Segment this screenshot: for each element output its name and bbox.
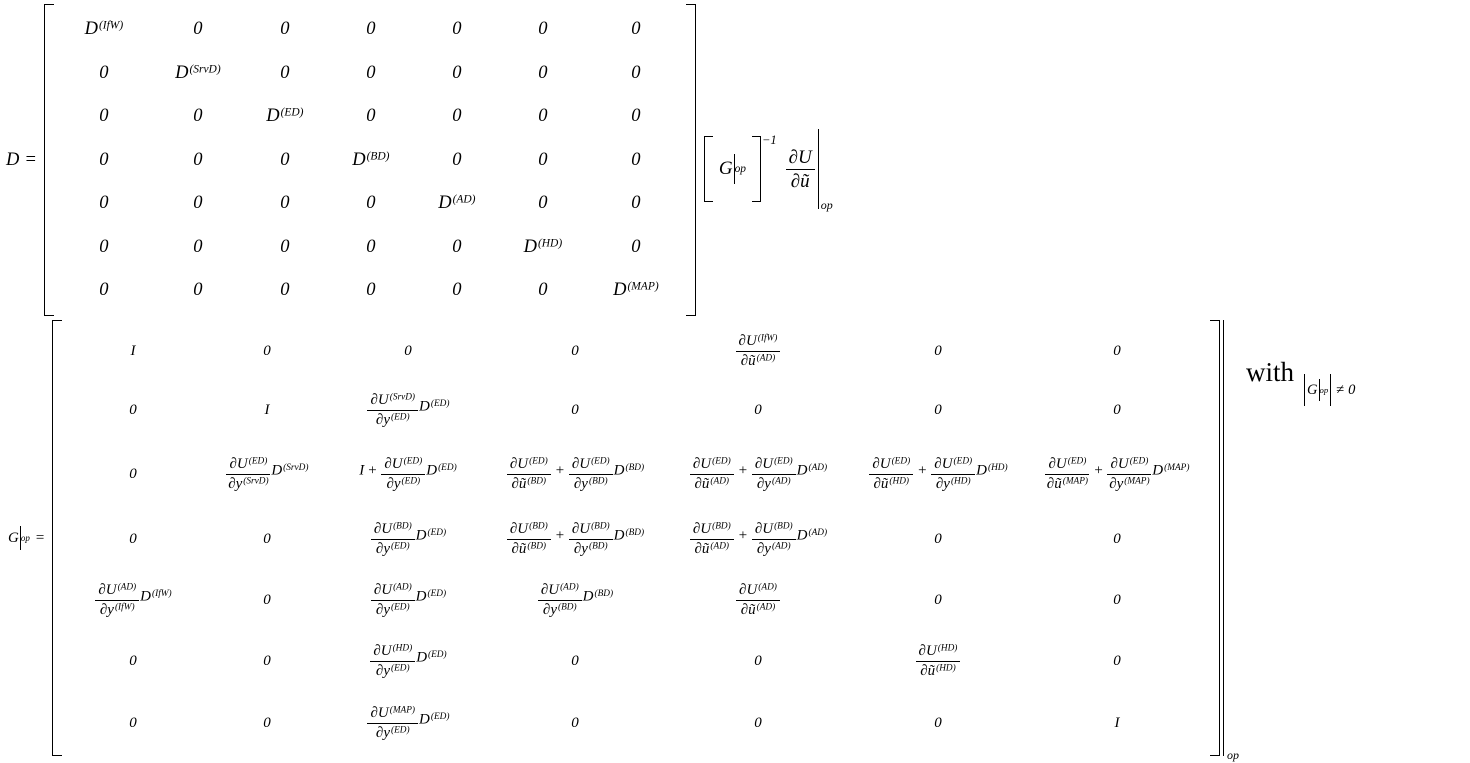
matrix-cell-r3c4: 0 xyxy=(366,106,376,126)
g-jacobian-matrix xyxy=(62,322,1210,754)
matrix-cell-r1c2: 0 xyxy=(263,342,271,359)
matrix-cell-r7c6: 0 xyxy=(934,714,942,731)
matrix-cell-r7c1: 0 xyxy=(129,714,137,731)
matrix-cell-r4c7: 0 xyxy=(1113,530,1121,547)
g-evaluated-at-op xyxy=(713,154,752,183)
matrix-cell-r7c2: 0 xyxy=(193,280,203,300)
matrix2-right-bracket xyxy=(1210,320,1220,756)
matrix-cell-r3c6: $\frac{\partial U(ED)}{\partial ũ(HD)}$ + $\frac{\partial U(ED)}{\partial y(HD)}$ D(HD) xyxy=(852,440,1024,508)
matrix-cell-r2c7: 0 xyxy=(631,62,641,83)
matrix-cell-r5c4: $\frac{\partial U(AD)}{\partial y(BD)}$ D(BD) xyxy=(486,570,664,630)
g-symbol: G xyxy=(1307,381,1318,398)
du-dutilde-derivative xyxy=(785,129,833,212)
eq1-lhs xyxy=(6,150,39,171)
op-subscript: op xyxy=(20,533,30,543)
matrix-cell-r4c5: 0 xyxy=(452,149,462,170)
matrix-evaluation-bar xyxy=(1223,320,1239,762)
matrix-cell-r4c3: 0 xyxy=(280,149,290,170)
g-symbol: G xyxy=(8,529,19,546)
matrix-cell-r2c4: 0 xyxy=(366,62,376,83)
matrix-cell-r1c5: 0 xyxy=(452,19,462,39)
matrix-cell-r2c7: 0 xyxy=(1113,401,1121,418)
matrix-cell-r7c4: 0 xyxy=(571,714,579,731)
derivative-evaluation-bar xyxy=(818,129,833,212)
eq1-equals-sign: = xyxy=(24,149,37,170)
fraction-denominator: ∂ũ xyxy=(790,171,810,192)
eq2-lhs xyxy=(8,526,47,549)
matrix-cell-r6c7: 0 xyxy=(1113,652,1121,669)
matrix-cell-r4c4: $\frac{\partial U(BD)}{\partial ũ(BD)}$ + $\frac{\partial U(BD)}{\partial y(BD)}$ D(BD) xyxy=(486,508,664,570)
matrix-cell-r1c1: D(IfW) xyxy=(84,19,124,39)
matrix-cell-r7c7: D(MAP) xyxy=(613,280,659,300)
op-subscript: op xyxy=(820,198,833,212)
matrix-cell-r6c1: 0 xyxy=(129,652,137,669)
matrix-cell-r1c3: 0 xyxy=(280,19,290,39)
matrix-cell-r5c2: 0 xyxy=(193,193,203,213)
matrix-cell-r3c1: 0 xyxy=(129,465,137,482)
matrix-cell-r6c5: 0 xyxy=(754,652,762,669)
matrix-cell-r7c7: I xyxy=(1114,714,1120,731)
matrix-cell-r5c7: 0 xyxy=(631,193,641,213)
matrix-cell-r1c1: I xyxy=(130,342,136,359)
matrix-cell-r3c3: D(ED) xyxy=(266,106,304,126)
matrix-cell-r3c4: $\frac{\partial U(ED)}{\partial ũ(BD)}$ + $\frac{\partial U(ED)}{\partial y(BD)}$ D(BD) xyxy=(486,440,664,508)
matrix-cell-r1c4: 0 xyxy=(571,342,579,359)
matrix-cell-r4c6: 0 xyxy=(538,149,548,170)
matrix-cell-r2c2: I xyxy=(264,401,270,418)
matrix-cell-r2c1: 0 xyxy=(129,401,137,418)
matrix-cell-r6c6: D(HD) xyxy=(523,236,563,257)
matrix-cell-r3c7: 0 xyxy=(631,106,641,126)
eq1-rhs xyxy=(704,129,833,212)
matrix-cell-r5c4: 0 xyxy=(366,193,376,213)
matrix-cell-r1c6: 0 xyxy=(934,342,942,359)
matrix-cell-r2c3: 0 xyxy=(280,62,290,83)
inverse-exponent: −1 xyxy=(761,133,777,147)
matrix-cell-r5c5: $\frac{\partial U(AD)}{\partial ũ(AD)}$ xyxy=(664,570,852,630)
matrix-cell-r2c1: 0 xyxy=(99,62,109,83)
du-dutilde-fraction xyxy=(786,146,815,193)
matrix-cell-r6c6: $\frac{\partial U(HD)}{\partial ũ(HD)}$ xyxy=(852,630,1024,692)
matrix-cell-r4c1: 0 xyxy=(129,530,137,547)
equation-d-definition xyxy=(6,4,833,316)
matrix-cell-r5c3: $\frac{\partial U(AD)}{\partial y(ED)}$ D(ED) xyxy=(330,570,486,630)
matrix-cell-r3c2: $\frac{\partial U(ED)}{\text{∂y(SrvD)}}$ D(SrvD) xyxy=(228,456,309,492)
with-word: with xyxy=(1246,357,1295,387)
op-subscript: op xyxy=(1319,385,1329,395)
matrix1-left-bracket xyxy=(44,4,54,316)
matrix-cell-r6c3: 0 xyxy=(280,236,290,257)
with-condition xyxy=(1246,358,1355,406)
matrix-cell-r3c6: 0 xyxy=(538,106,548,126)
eq1-lhs-symbol: D xyxy=(6,149,20,170)
determinant-right-bar xyxy=(1330,374,1331,406)
matrix-cell-r2c4: 0 xyxy=(571,401,579,418)
matrix-cell-r2c3: $\frac{\text{∂U(SrvD)}}{\partial y(ED)}$ D(ED) xyxy=(330,380,486,440)
matrix-cell-r2c5: 0 xyxy=(754,401,762,418)
matrix-cell-r4c7: 0 xyxy=(631,149,641,170)
matrix-cell-r1c4: 0 xyxy=(366,19,376,39)
matrix-cell-r1c2: 0 xyxy=(193,19,203,39)
matrix-cell-r3c5: 0 xyxy=(452,106,462,126)
matrix-cell-r4c3: $\frac{\partial U(BD)}{\partial y(ED)}$ D(ED) xyxy=(330,508,486,570)
matrix-cell-r4c1: 0 xyxy=(99,149,109,170)
inverse-left-bracket xyxy=(704,136,713,202)
matrix-cell-r5c2: 0 xyxy=(263,591,271,608)
g-inverse-term xyxy=(704,133,779,202)
matrix-cell-r4c2: 0 xyxy=(193,149,203,170)
matrix-cell-r4c4: D(BD) xyxy=(352,149,390,170)
matrix-cell-r2c5: 0 xyxy=(452,62,462,83)
matrix-cell-r6c5: 0 xyxy=(452,236,462,257)
matrix-cell-r5c6: 0 xyxy=(538,193,548,213)
eq2-equals-sign: = xyxy=(34,529,45,546)
matrix-cell-r7c5: 0 xyxy=(754,714,762,731)
matrix-cell-r7c3: 0 xyxy=(280,280,290,300)
inverse-right-bracket xyxy=(752,136,761,202)
matrix-cell-r5c7: 0 xyxy=(1113,591,1121,608)
matrix-cell-r6c1: 0 xyxy=(99,236,109,257)
matrix-cell-r4c6: 0 xyxy=(934,530,942,547)
matrix-cell-r7c1: 0 xyxy=(99,280,109,300)
not-equal-sign: ≠ xyxy=(1336,381,1345,398)
op-subscript: op xyxy=(734,163,746,175)
matrix-cell-r7c5: 0 xyxy=(452,280,462,300)
zero-value: 0 xyxy=(1348,381,1356,398)
matrix-cell-r7c2: 0 xyxy=(263,714,271,731)
matrix-cell-r6c4: 0 xyxy=(571,652,579,669)
matrix-cell-r6c2: 0 xyxy=(193,236,203,257)
matrix-cell-r6c4: 0 xyxy=(366,236,376,257)
matrix-cell-r3c2: 0 xyxy=(193,106,203,126)
matrix-cell-r7c6: 0 xyxy=(538,280,548,300)
matrix-cell-r1c5: $\frac{\text{∂U(IfW)}}{\partial ũ(AD)}$ xyxy=(664,322,852,380)
matrix-cell-r7c3: $\frac{\text{∂U(MAP)}}{\partial y(ED)}$ D(ED) xyxy=(330,692,486,754)
matrix-cell-r1c6: 0 xyxy=(538,19,548,39)
matrix-cell-r5c6: 0 xyxy=(934,591,942,608)
matrix-cell-r5c1: $\frac{\partial U(AD)}{\text{∂y(IfW)}}$ D(IfW) xyxy=(62,570,204,630)
g-symbol: G xyxy=(718,158,733,179)
d-diagonal-matrix xyxy=(54,8,686,313)
matrix-cell-r3c5: $\frac{\partial U(ED)}{\partial ũ(AD)}$ + $\frac{\partial U(ED)}{\partial y(AD)}$ D(AD) xyxy=(664,440,852,508)
g-evaluated-at-op xyxy=(1305,379,1330,401)
matrix-cell-r5c1: 0 xyxy=(99,193,109,213)
matrix-cell-r4c5: $\frac{\partial U(BD)}{\partial ũ(AD)}$ + $\frac{\partial U(BD)}{\partial y(AD)}$ D(AD) xyxy=(664,508,852,570)
op-subscript: op xyxy=(1226,748,1239,762)
matrix-cell-r6c2: 0 xyxy=(263,652,271,669)
matrix-cell-r5c5: D(AD) xyxy=(438,193,476,213)
equation-g-definition xyxy=(8,320,1239,762)
determinant-condition xyxy=(1304,374,1355,406)
matrix-cell-r3c3: I + $\frac{\partial U(ED)}{\partial y(ED)}$ D(ED) xyxy=(359,456,457,492)
matrix-cell-r6c3: $\frac{\partial U(HD)}{\partial y(ED)}$ D(ED) xyxy=(330,630,486,692)
matrix-cell-r4c2: 0 xyxy=(263,530,271,547)
matrix-cell-r2c2: D(SrvD) xyxy=(175,62,221,83)
matrix-cell-r7c4: 0 xyxy=(366,280,376,300)
matrix-cell-r3c1: 0 xyxy=(99,106,109,126)
matrix-cell-r2c6: 0 xyxy=(934,401,942,418)
matrix-cell-r2c6: 0 xyxy=(538,62,548,83)
fraction-numerator: ∂U xyxy=(786,146,815,170)
matrix-cell-r5c3: 0 xyxy=(280,193,290,213)
matrix-cell-r1c3: 0 xyxy=(404,342,412,359)
matrix-cell-r1c7: 0 xyxy=(631,19,641,39)
matrix-cell-r1c7: 0 xyxy=(1113,342,1121,359)
matrix-cell-r6c7: 0 xyxy=(631,236,641,257)
matrix-cell-r3c7: $\frac{\partial U(ED)}{\text{∂ũ(MAP)}}$ + $\frac{\partial U(ED)}{\text{∂y(MAP)}}$ D(MAP) xyxy=(1046,456,1190,492)
matrix1-right-bracket xyxy=(686,4,696,316)
matrix2-left-bracket xyxy=(52,320,62,756)
